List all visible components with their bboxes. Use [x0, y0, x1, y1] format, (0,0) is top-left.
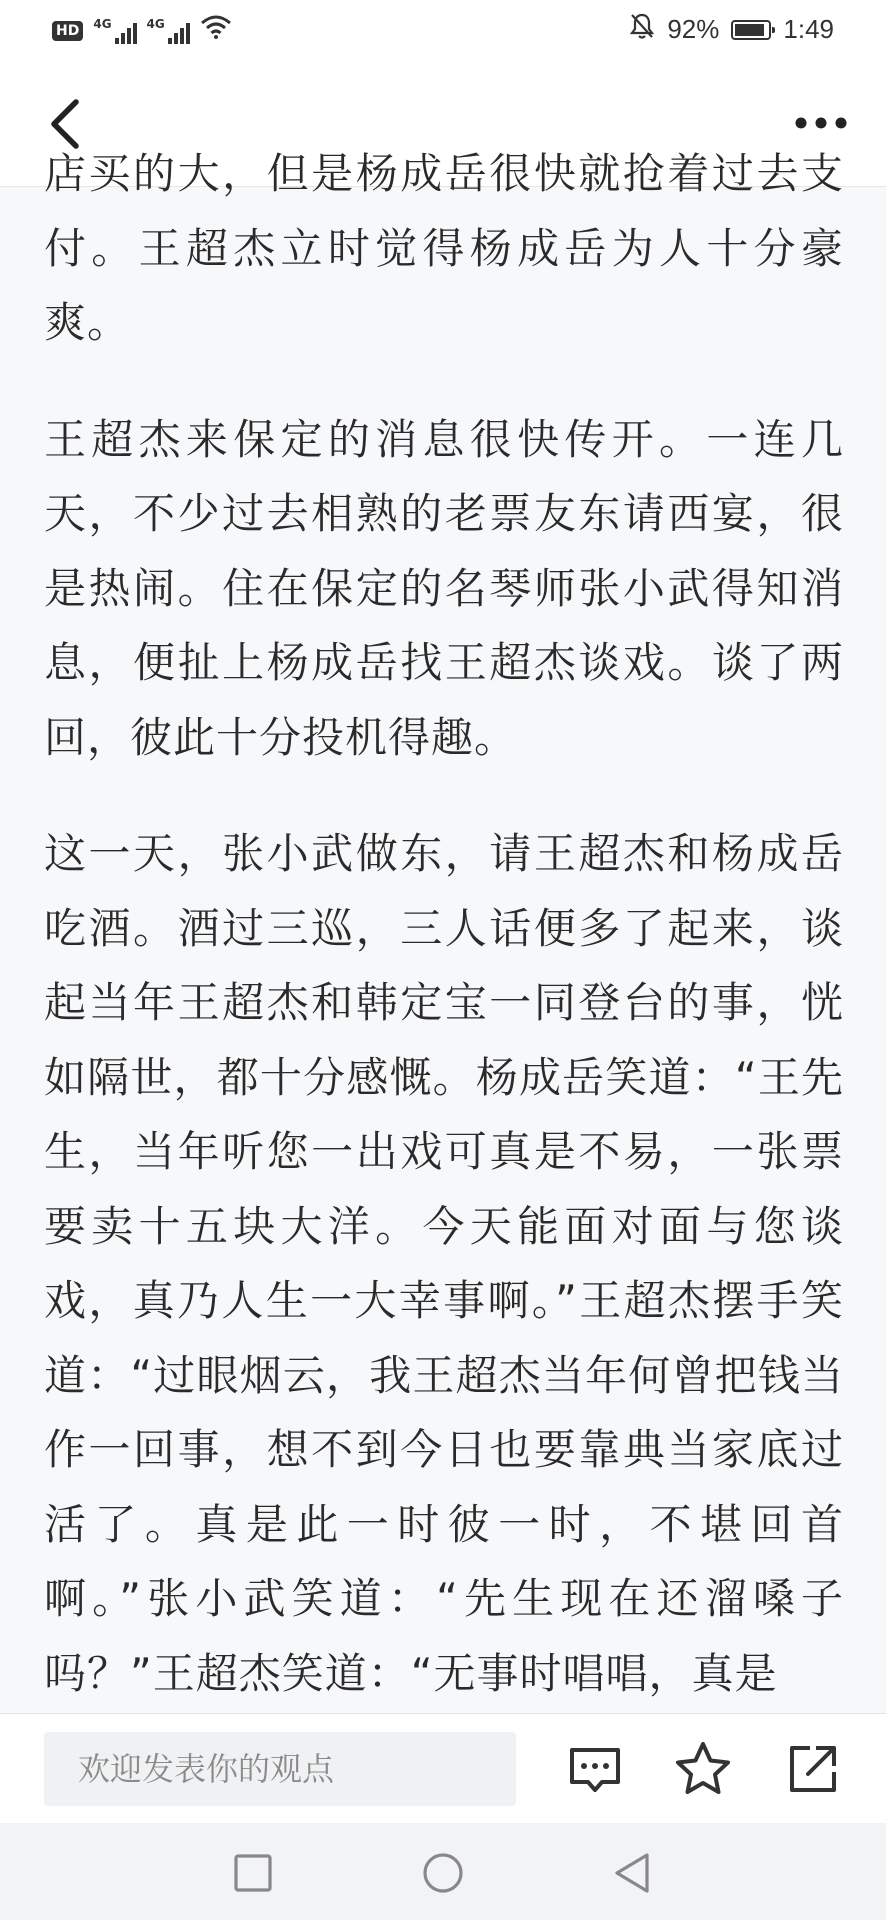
- share-button[interactable]: [782, 1738, 844, 1800]
- recent-apps-button[interactable]: [229, 1849, 277, 1897]
- back-icon: [609, 1849, 657, 1897]
- status-bar: [0, 0, 886, 62]
- recent-apps-icon: [229, 1849, 277, 1897]
- battery-icon: [731, 20, 771, 40]
- battery-percent: 92%: [667, 14, 720, 44]
- system-back-button[interactable]: [609, 1849, 657, 1897]
- article-paragraph: 这一天，张小武做东，请王超杰和杨成岳吃酒。酒过三巡，三人话便多了起来，谈起当年王超杰和韩定宝一同登台的事，恍如隔世，都十分感慨。杨成岳笑道：“王先生，当年听您一出戏可真是不易，一张票要卖十五块大洋。今天能面对面与您谈戏，真乃人生一大幸事啊。”王超杰摆手笑道：“过眼烟云，我王超杰当年何曾把钱当作一回事，想不到今日也要靠典当家底过活了。真是此一时彼一时，不堪回首啊。”张小武笑道：“先生现在还溜嗓子吗？”王超杰笑道：“无事时唱唱，真是: [44, 829, 844, 1698]
- share-icon: [782, 1738, 844, 1800]
- wifi-icon: [200, 14, 232, 47]
- mute-bell-icon: [629, 12, 655, 47]
- hd-badge: HD: [52, 21, 83, 41]
- article-paragraph: 王超杰来保定的消息很快传开。一连几天，不少过去相熟的老票友东请西宴，很是热闹。住在保定的名琴师张小武得知消息，便扯上杨成岳找王超杰谈戏。谈了两回，彼此十分投机得趣。: [44, 414, 844, 762]
- bottom-action-bar: [0, 1713, 886, 1824]
- status-right-group: [629, 12, 834, 47]
- battery-level-fill: [735, 24, 764, 36]
- comment-icon: [564, 1738, 626, 1800]
- clock-time: 1:49: [783, 14, 834, 44]
- article-paragraph: 店买的大，但是杨成岳很快就抢着过去支付。王超杰立时觉得杨成岳为人十分豪爽。: [44, 149, 844, 347]
- comment-input[interactable]: [44, 1732, 516, 1806]
- network-type-label: 4G: [146, 16, 165, 31]
- star-icon: [672, 1738, 734, 1800]
- network-type-label: 4G: [93, 16, 112, 31]
- home-icon: [419, 1849, 467, 1897]
- cell-signal-1-icon: [93, 18, 136, 44]
- system-nav-bar: [0, 1823, 886, 1920]
- article-text-container: [44, 137, 844, 1753]
- comments-button[interactable]: [564, 1738, 626, 1800]
- favorite-button[interactable]: [672, 1738, 734, 1800]
- home-button[interactable]: [419, 1849, 467, 1897]
- cell-signal-2-icon: [147, 18, 190, 44]
- article-content[interactable]: [0, 149, 886, 1713]
- status-left-group: [52, 14, 232, 47]
